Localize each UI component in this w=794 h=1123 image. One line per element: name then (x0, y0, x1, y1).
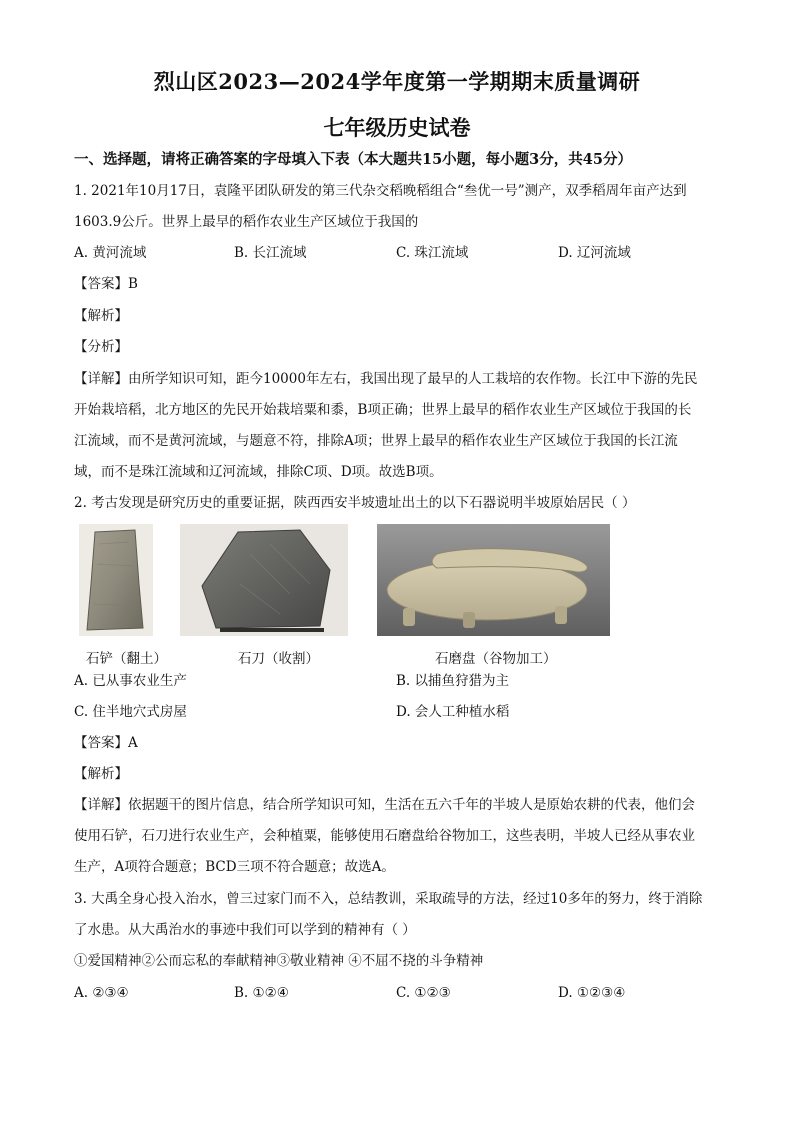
q3-option-d: D. ①②③④ (558, 985, 626, 1001)
q3-option-c: C. ①②③ (396, 985, 451, 1001)
q2-detail-line3: 生产，A项符合题意；BCD三项不符合题意；故选A。 (74, 859, 395, 875)
stone-knife-caption: 石刀（收割） (238, 651, 319, 667)
q3-option-b: B. ①②④ (234, 985, 289, 1001)
q2-detail-text: 依据题干的图片信息，结合所学知识可知，生活在五六千年的半坡人是原始农耕的代表，他们会 (128, 797, 695, 813)
q1-detail-label: 【详解】 (74, 371, 128, 387)
stone-grinding-slab-image (377, 524, 610, 636)
q2-detail-line1 (74, 795, 734, 815)
q2-option-a: A. 已从事农业生产 (74, 673, 187, 689)
q1-detail-line4: 域，而不是珠江流域和辽河流域，排除C项、D项。故选B项。 (74, 464, 443, 480)
q3-stem-line3: ①爱国精神②公而忘私的奉献精神③敬业精神 ④不屈不挠的斗争精神 (74, 953, 484, 969)
q1-option-d: D. 辽河流域 (558, 245, 631, 261)
stone-grinding-slab-icon (377, 524, 610, 636)
q1-stem-line1: 1. 2021年10月17日，袁隆平团队研发的第三代杂交稻晚稻组合“叁优一号”测产，双季稻周年亩产达到 (74, 183, 687, 199)
section-heading: 一、选择题，请将正确答案的字母填入下表（本大题共15小题，每小题3分，共45分） (74, 151, 632, 168)
q2-option-c: C. 住半地穴式房屋 (74, 704, 187, 720)
q1-option-b: B. 长江流域 (234, 245, 307, 261)
q1-answer: 【答案】B (74, 276, 138, 292)
q2-option-b: B. 以捕鱼狩猎为主 (396, 673, 510, 689)
q1-detail-line3: 江流域，而不是黄河流域，与题意不符，排除A项；世界上最早的稻作农业生产区域位于我国的长江流 (74, 433, 678, 449)
q1-detail-line1 (74, 369, 734, 389)
q2-detail-line2: 使用石铲，石刀进行农业生产，会种植粟，能够使用石磨盘给谷物加工，这些表明，半坡人已经从事农业 (74, 828, 695, 844)
q1-detail-line2: 开始栽培稻，北方地区的先民开始栽培粟和黍，B项正确；世界上最早的稻作农业生产区域位于我国的长 (74, 402, 692, 418)
page-subtitle: 七年级历史试卷 (323, 115, 471, 140)
q1-detail-text: 由所学知识可知，距今10000年左右，我国出现了最早的人工栽培的农作物。长江中下游的先民 (128, 371, 698, 387)
stone-shovel-image (79, 524, 153, 636)
q1-jiexi: 【解析】 (74, 308, 128, 324)
stone-knife-icon (180, 524, 348, 636)
stone-shovel-caption: 石铲（翻土） (86, 651, 167, 667)
q1-fenxi: 【分析】 (74, 339, 128, 355)
q3-option-a: A. ②③④ (74, 985, 129, 1001)
q1-stem-line2: 1603.9公斤。世界上最早的稻作农业生产区域位于我国的 (74, 214, 419, 230)
q2-answer: 【答案】A (74, 735, 138, 751)
stone-shovel-icon (79, 524, 153, 636)
q2-option-d: D. 会人工种植水稻 (396, 704, 510, 720)
q1-option-a: A. 黄河流域 (74, 245, 147, 261)
stone-grinding-slab-caption: 石磨盘（谷物加工） (435, 651, 557, 667)
stone-knife-image (180, 524, 348, 636)
q2-stem: 2. 考古发现是研究历史的重要证据，陕西西安半坡遗址出土的以下石器说明半坡原始居民（ ） (74, 495, 636, 511)
q3-stem-line1: 3. 大禹全身心投入治水，曾三过家门而不入，总结教训，采取疏导的方法，经过10多年的努力，终于消除 (74, 891, 703, 907)
q2-jiexi: 【解析】 (74, 766, 128, 782)
q3-stem-line2: 了水患。从大禹治水的事迹中我们可以学到的精神有（ ） (74, 922, 416, 938)
q2-detail-label: 【详解】 (74, 797, 128, 813)
page-title: 烈山区2023—2024学年度第一学期期末质量调研 (153, 69, 641, 94)
q1-option-c: C. 珠江流域 (396, 245, 469, 261)
